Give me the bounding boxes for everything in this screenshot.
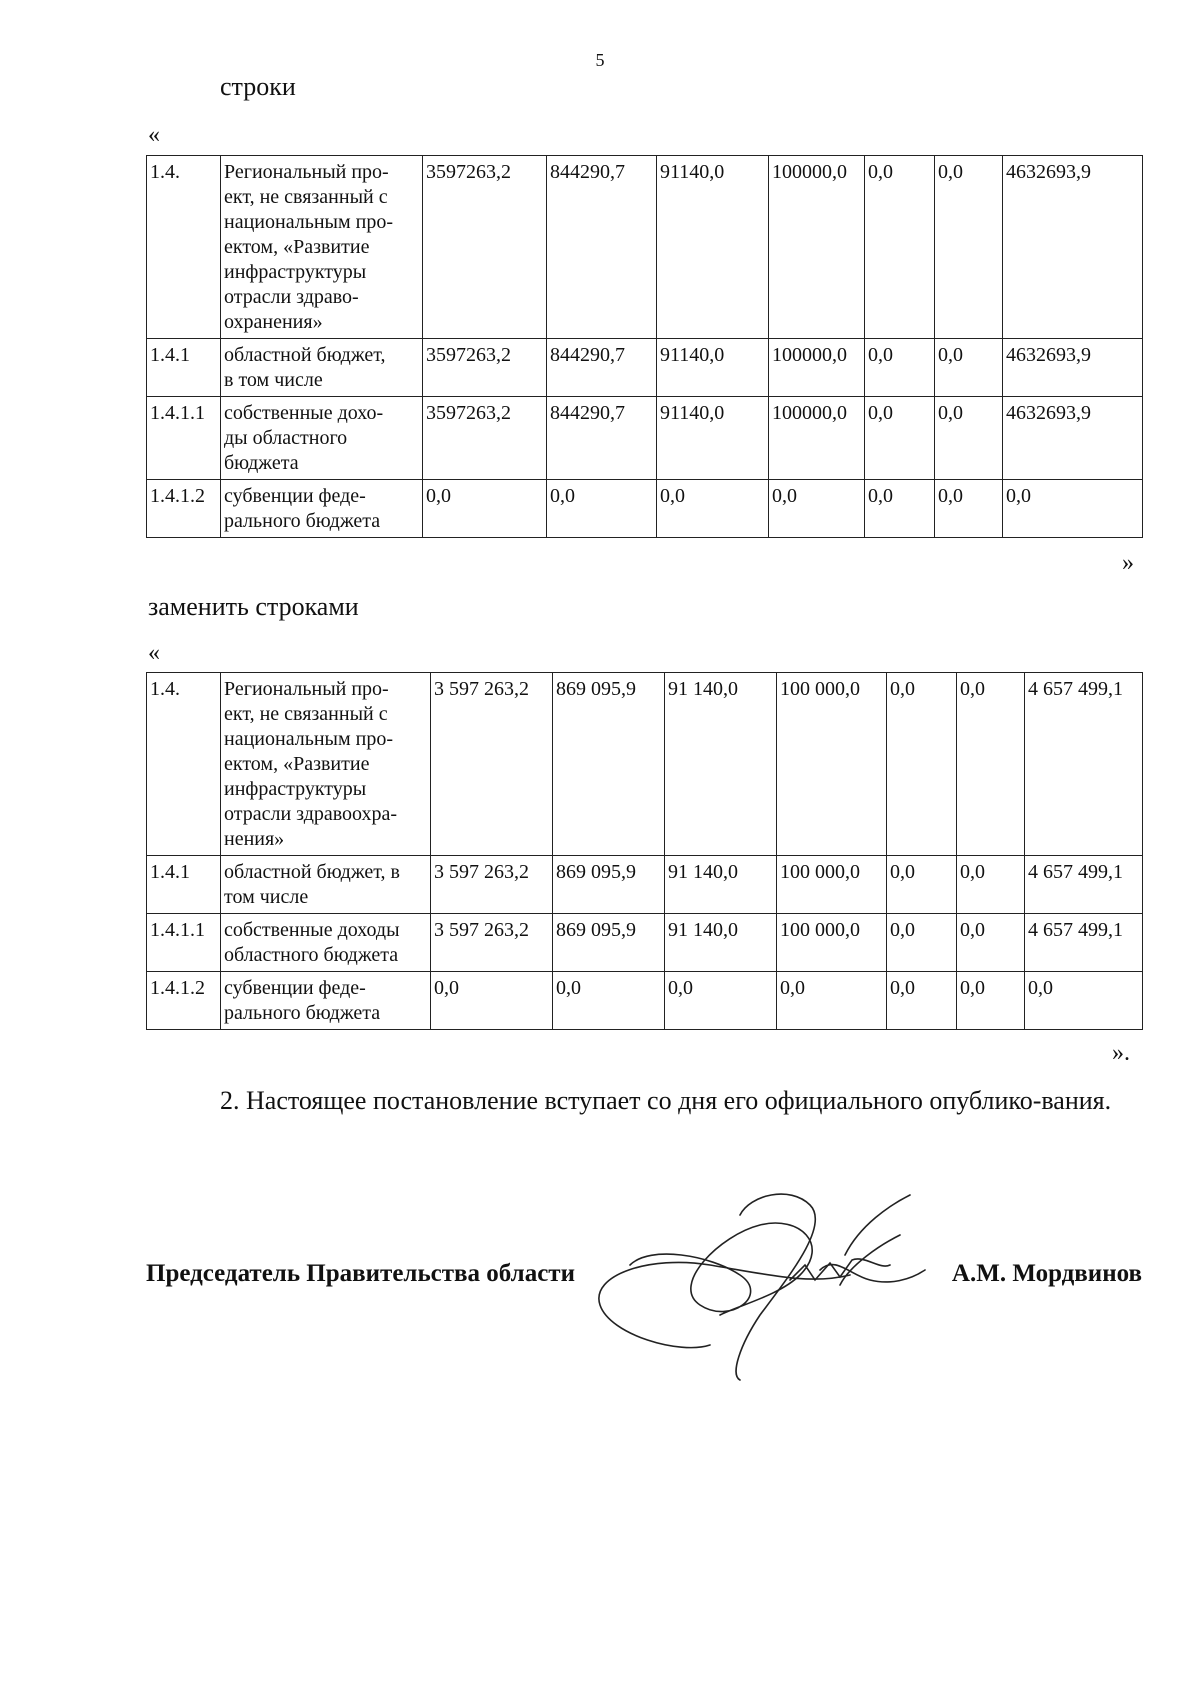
new-table-cell-text: 1.4.1.2	[150, 977, 205, 999]
old-table-cell-text: 844290,7	[550, 161, 625, 183]
old-table-cell	[1003, 156, 1143, 339]
old-table-row	[147, 397, 1143, 480]
old-table-cell-text: 0,0	[938, 402, 963, 424]
old-table-cell	[935, 339, 1003, 397]
old-table-cell-text: 91140,0	[660, 402, 725, 424]
old-table-cell	[935, 156, 1003, 339]
new-table-cell	[221, 972, 431, 1030]
old-table-cell	[865, 397, 935, 480]
close-quote-new: ».	[1112, 1040, 1130, 1066]
new-table-cell	[777, 972, 887, 1030]
old-table-cell	[865, 480, 935, 538]
new-table-cell-text: 869 095,9	[556, 861, 636, 883]
old-table-cell	[547, 397, 657, 480]
signer-name: А.М. Мордвинов	[951, 1260, 1142, 1287]
new-table-cell	[221, 673, 431, 856]
new-table-cell	[957, 856, 1025, 914]
new-table-cell	[553, 856, 665, 914]
new-table-cell	[1025, 914, 1143, 972]
new-table-cell-text: 1.4.	[150, 678, 180, 700]
old-table-cell-text: Региональный про- ект, не связанный с национальным про- ектом, «Развитие инфраструктуры отрасли здраво- охранения»	[224, 161, 394, 333]
new-table-cell	[431, 856, 553, 914]
new-table-cell-text: 869 095,9	[556, 919, 636, 941]
old-rows-table	[146, 155, 1143, 538]
new-table-cell	[147, 914, 221, 972]
close-quote-old: »	[1122, 550, 1134, 576]
new-table-row	[147, 914, 1143, 972]
open-quote-old: «	[148, 122, 160, 148]
old-table-cell	[221, 339, 423, 397]
new-table-cell	[221, 856, 431, 914]
new-table-row	[147, 856, 1143, 914]
old-table-cell-text: 0,0	[938, 344, 963, 366]
new-table-cell	[221, 914, 431, 972]
old-table-cell	[1003, 339, 1143, 397]
old-table-cell	[147, 397, 221, 480]
new-table-cell-text: 0,0	[890, 977, 915, 999]
new-table-cell	[887, 972, 957, 1030]
new-table-cell-text: 0,0	[960, 919, 985, 941]
new-table-cell-text: 0,0	[890, 861, 915, 883]
new-table-cell	[147, 856, 221, 914]
new-table-cell-text: 0,0	[890, 678, 915, 700]
new-table-cell	[431, 972, 553, 1030]
old-table-cell	[865, 339, 935, 397]
old-table-cell-text: 91140,0	[660, 161, 725, 183]
new-table-cell-text: 3 597 263,2	[434, 678, 529, 700]
old-table-cell-text: субвенции феде- рального бюджета	[224, 485, 381, 532]
new-table-cell	[957, 914, 1025, 972]
new-table-cell	[957, 972, 1025, 1030]
new-table-cell-text: 869 095,9	[556, 678, 636, 700]
new-table-cell-text: 3 597 263,2	[434, 919, 529, 941]
new-table-cell-text: 1.4.1	[150, 861, 190, 883]
strings-label: строки	[220, 72, 296, 101]
new-table-cell-text: 91 140,0	[668, 678, 738, 700]
new-table-cell-text: 91 140,0	[668, 919, 738, 941]
new-table-cell	[777, 914, 887, 972]
new-table-cell-text: субвенции феде- рального бюджета	[224, 977, 381, 1024]
old-table-cell-text: 4632693,9	[1006, 402, 1091, 424]
new-table-cell	[553, 914, 665, 972]
new-table-cell-text: 100 000,0	[780, 861, 860, 883]
old-table-cell-text: 4632693,9	[1006, 344, 1091, 366]
old-table-cell	[1003, 397, 1143, 480]
old-table-cell-text: 1.4.1.2	[150, 485, 205, 507]
new-table-cell	[887, 914, 957, 972]
new-table-cell-text: 0,0	[960, 861, 985, 883]
new-table-cell	[887, 856, 957, 914]
old-table-cell-text: 4632693,9	[1006, 161, 1091, 183]
new-table-cell-text: 0,0	[890, 919, 915, 941]
new-table-cell-text: 4 657 499,1	[1028, 919, 1123, 941]
old-table-cell-text: 0,0	[868, 344, 893, 366]
old-table-cell	[221, 397, 423, 480]
old-table-cell	[147, 339, 221, 397]
old-table-cell-text: 1.4.	[150, 161, 180, 183]
old-table-cell-text: 3597263,2	[426, 161, 511, 183]
old-table-cell	[769, 480, 865, 538]
old-table-row	[147, 339, 1143, 397]
old-table-cell	[769, 339, 865, 397]
new-table-cell-text: областной бюджет, в том числе	[224, 861, 400, 908]
new-table-cell-text: собственные доходы областного бюджета	[224, 919, 400, 966]
old-table-cell-text: областной бюджет, в том числе	[224, 344, 386, 391]
old-table-cell	[1003, 480, 1143, 538]
new-table-cell	[665, 856, 777, 914]
new-table-cell	[665, 673, 777, 856]
old-table-cell-text: 100000,0	[772, 402, 847, 424]
new-table-cell	[1025, 856, 1143, 914]
new-table-cell-text: 0,0	[1028, 977, 1053, 999]
new-table-cell-text: Региональный про- ект, не связанный с национальным про- ектом, «Развитие инфраструктуры отрасли здравоохра- нения»	[224, 678, 398, 850]
new-table-cell	[957, 673, 1025, 856]
decree-paragraph: 2. Настоящее постановление вступает со дня его официального опублико-вания.	[220, 1086, 1112, 1115]
old-table-cell	[547, 339, 657, 397]
new-table-cell-text: 0,0	[780, 977, 805, 999]
old-table-cell	[547, 480, 657, 538]
old-table-cell-text: 0,0	[868, 485, 893, 507]
new-table-cell	[665, 914, 777, 972]
old-table-cell-text: 0,0	[868, 402, 893, 424]
new-table-cell	[553, 972, 665, 1030]
new-rows-table	[146, 672, 1143, 1030]
old-table-cell-text: 0,0	[938, 485, 963, 507]
old-table-cell	[935, 480, 1003, 538]
old-table-cell	[423, 339, 547, 397]
new-table-cell-text: 0,0	[434, 977, 459, 999]
old-table-cell	[423, 397, 547, 480]
old-table-cell-text: 0,0	[772, 485, 797, 507]
old-table-cell-text: 0,0	[426, 485, 451, 507]
old-table-cell	[423, 156, 547, 339]
new-table-row	[147, 972, 1143, 1030]
old-table-cell	[423, 480, 547, 538]
new-table-cell-text: 4 657 499,1	[1028, 861, 1123, 883]
old-table-cell	[547, 156, 657, 339]
old-table-cell-text: 0,0	[660, 485, 685, 507]
old-table-cell-text: 100000,0	[772, 344, 847, 366]
page-number: 5	[595, 50, 605, 70]
new-table-cell-text: 3 597 263,2	[434, 861, 529, 883]
handwritten-signature	[590, 1185, 950, 1385]
old-table-cell	[935, 397, 1003, 480]
old-table-cell-text: 1.4.1	[150, 344, 190, 366]
old-table-cell	[657, 339, 769, 397]
new-table-cell-text: 1.4.1.1	[150, 919, 205, 941]
old-table-cell-text: 0,0	[938, 161, 963, 183]
old-table-cell	[657, 397, 769, 480]
new-table-cell	[147, 673, 221, 856]
new-table-cell	[1025, 673, 1143, 856]
old-table-cell-text: 0,0	[550, 485, 575, 507]
open-quote-new: «	[148, 640, 160, 666]
old-table-cell-text: 844290,7	[550, 402, 625, 424]
old-table-cell-text: 844290,7	[550, 344, 625, 366]
old-table-cell	[221, 480, 423, 538]
new-table-cell-text: 91 140,0	[668, 861, 738, 883]
signer-title: Председатель Правительства области	[146, 1260, 575, 1287]
new-table-cell	[431, 673, 553, 856]
old-table-cell	[147, 480, 221, 538]
new-table-cell-text: 0,0	[960, 678, 985, 700]
new-table-row	[147, 673, 1143, 856]
new-table-cell	[147, 972, 221, 1030]
old-table-cell-text: 3597263,2	[426, 402, 511, 424]
old-table-cell	[769, 156, 865, 339]
new-table-cell	[665, 972, 777, 1030]
new-table-cell-text: 100 000,0	[780, 678, 860, 700]
old-table-cell	[769, 397, 865, 480]
old-table-cell-text: собственные дохо- ды областного бюджета	[224, 402, 384, 474]
old-table-cell	[657, 480, 769, 538]
new-table-cell-text: 100 000,0	[780, 919, 860, 941]
old-table-cell-text: 0,0	[1006, 485, 1031, 507]
new-table-cell-text: 0,0	[960, 977, 985, 999]
old-table-cell-text: 0,0	[868, 161, 893, 183]
old-table-cell	[221, 156, 423, 339]
new-table-cell	[1025, 972, 1143, 1030]
new-table-cell	[777, 673, 887, 856]
old-table-cell	[865, 156, 935, 339]
new-table-cell	[431, 914, 553, 972]
new-table-cell	[887, 673, 957, 856]
replace-label: заменить строками	[148, 592, 359, 621]
old-table-cell	[147, 156, 221, 339]
new-table-cell-text: 4 657 499,1	[1028, 678, 1123, 700]
new-table-cell	[553, 673, 665, 856]
old-table-row	[147, 156, 1143, 339]
new-table-cell-text: 0,0	[668, 977, 693, 999]
old-table-cell-text: 100000,0	[772, 161, 847, 183]
old-table-row	[147, 480, 1143, 538]
old-table-cell-text: 91140,0	[660, 344, 725, 366]
old-table-cell	[657, 156, 769, 339]
new-table-cell-text: 0,0	[556, 977, 581, 999]
new-table-cell	[777, 856, 887, 914]
old-table-cell-text: 3597263,2	[426, 344, 511, 366]
old-table-cell-text: 1.4.1.1	[150, 402, 205, 424]
